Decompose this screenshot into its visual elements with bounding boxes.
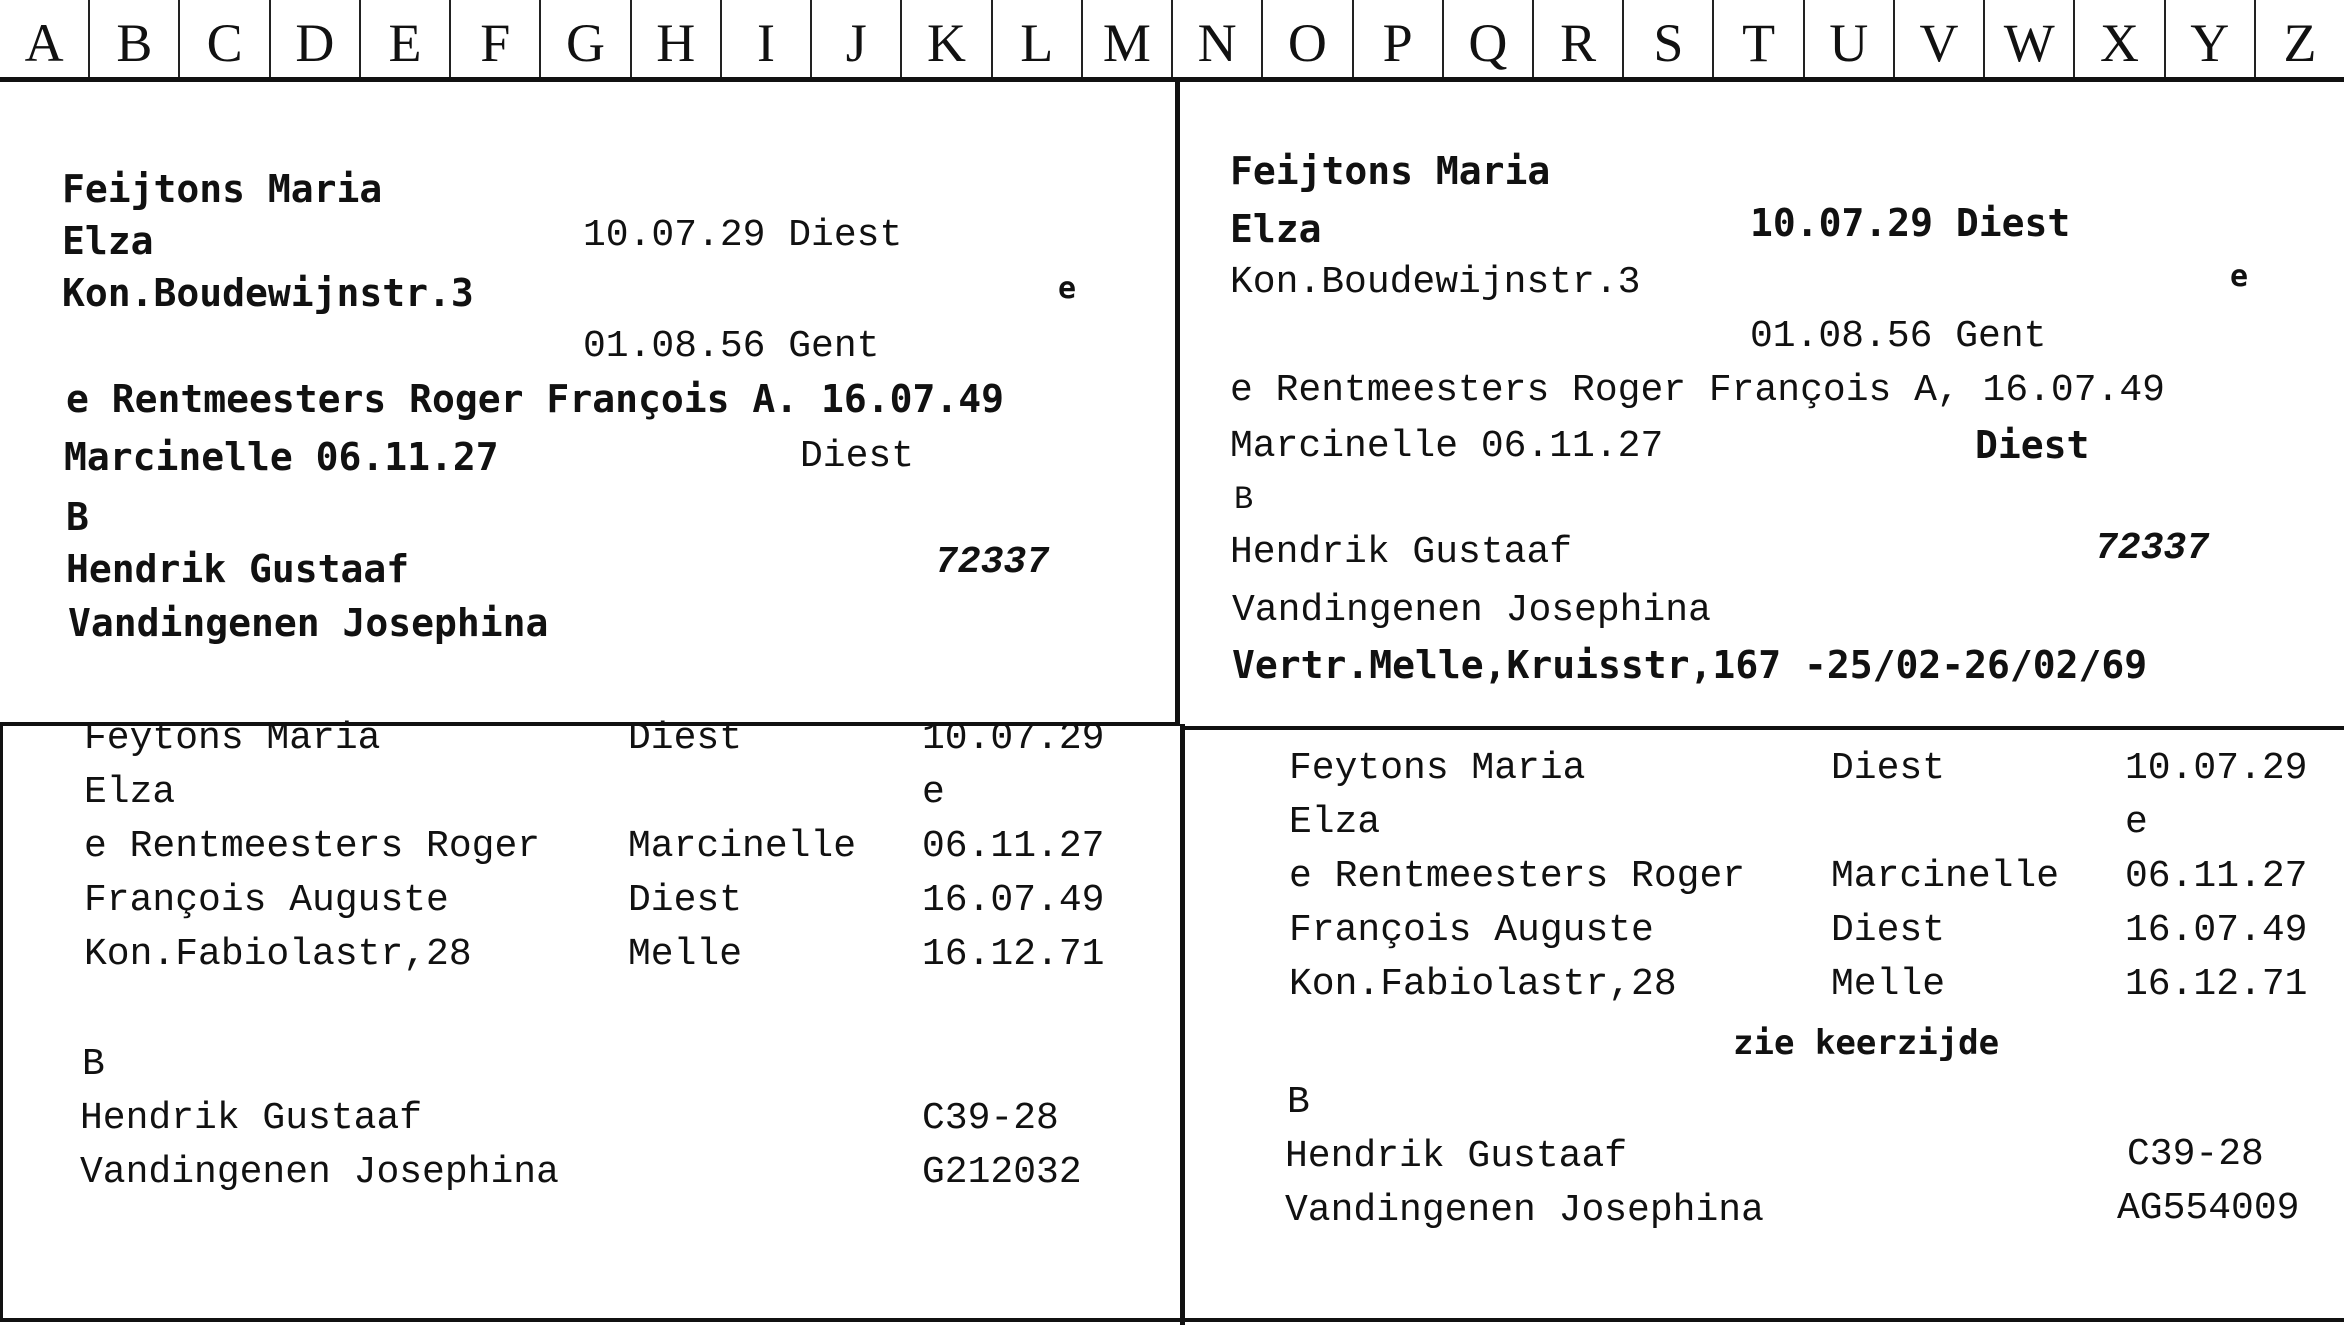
card-b-mark: B xyxy=(1234,481,1254,518)
card-mother-name: Vandingenen Josephina xyxy=(80,1151,559,1194)
bottom-edge xyxy=(0,1318,2344,1322)
record-cell-c1: e Rentmeesters Roger xyxy=(1289,855,1746,898)
card-number: 72337 xyxy=(935,541,1050,584)
card-marriage-date-place: 01.08.56 Gent xyxy=(1750,315,2047,358)
card-father-name: Hendrik Gustaaf xyxy=(66,547,410,591)
alphabet-letter-w: W xyxy=(1985,0,2075,77)
record-cell-c3: 06.11.27 xyxy=(2125,855,2308,898)
record-cell-c2: Marcinelle xyxy=(1831,855,2060,898)
alphabet-letter-k: K xyxy=(902,0,992,77)
record-cell-c1: Feytons Maria xyxy=(1289,747,1586,790)
card-spouse-line: e Rentmeesters Roger François A. 16.07.49 xyxy=(66,377,1004,421)
record-cell-c1: e Rentmeesters Roger xyxy=(84,825,541,868)
card-place-right: Diest xyxy=(1975,423,2090,467)
card-top-left xyxy=(0,82,1175,722)
card-father-name: Hendrik Gustaaf xyxy=(1285,1135,1628,1178)
alphabet-letter-e: E xyxy=(361,0,451,77)
alphabet-letter-i: I xyxy=(722,0,812,77)
card-spouse-birth: Marcinelle 06.11.27 xyxy=(1230,425,1664,468)
record-cell-c2: Diest xyxy=(628,717,743,760)
alphabet-letter-c: C xyxy=(180,0,270,77)
alphabet-letter-v: V xyxy=(1895,0,1985,77)
alphabet-letter-o: O xyxy=(1263,0,1353,77)
alphabet-letter-y: Y xyxy=(2166,0,2256,77)
record-cell-c2: Diest xyxy=(1831,747,1946,790)
card-mother-name: Vandingenen Josephina xyxy=(68,601,549,645)
record-cell-c2: Marcinelle xyxy=(628,825,857,868)
alphabet-index-strip xyxy=(0,0,2344,82)
card-b-mark: B xyxy=(82,1043,105,1086)
card-first-name: Elza xyxy=(1230,207,1322,251)
record-cell-c1: François Auguste xyxy=(84,879,449,922)
record-cell-c3: 16.07.49 xyxy=(922,879,1105,922)
record-cell-c3: e xyxy=(2125,801,2148,844)
card-mother-code: G212032 xyxy=(922,1151,1082,1194)
alphabet-letter-f: F xyxy=(451,0,541,77)
alphabet-letter-a: A xyxy=(0,0,90,77)
card-name-line: Feijtons Maria xyxy=(62,167,383,211)
alphabet-letter-g: G xyxy=(541,0,631,77)
card-address: Kon.Boudewijnstr.3 xyxy=(1230,261,1641,304)
card-number: 72337 xyxy=(2095,527,2210,570)
card-b-mark: B xyxy=(66,495,89,539)
alphabet-letter-x: X xyxy=(2075,0,2165,77)
card-name-line: Feijtons Maria xyxy=(1230,149,1551,193)
card-place-right: Diest xyxy=(800,435,915,478)
alphabet-letter-q: Q xyxy=(1444,0,1534,77)
alphabet-letter-h: H xyxy=(632,0,722,77)
alphabet-letter-r: R xyxy=(1534,0,1624,77)
record-cell-c2: Melle xyxy=(628,933,743,976)
alphabet-letter-z: Z xyxy=(2283,13,2317,73)
record-cell-c1: François Auguste xyxy=(1289,909,1654,952)
card-spouse-birth: Marcinelle 06.11.27 xyxy=(64,435,499,479)
record-cell-c1: Feytons Maria xyxy=(84,717,381,760)
card-mother-code: AG554009 xyxy=(2117,1187,2300,1230)
record-cell-c3: 10.07.29 xyxy=(2125,747,2308,790)
card-bottom-right xyxy=(1185,730,2344,1318)
card-b-mark: B xyxy=(1287,1081,1310,1124)
record-cell-c2: Diest xyxy=(628,879,743,922)
record-cell-c1: Kon.Fabiolastr,28 xyxy=(1289,963,1677,1006)
card-bottom-left xyxy=(0,717,1180,1318)
card-spouse-line: e Rentmeesters Roger François A, 16.07.49 xyxy=(1230,369,2165,412)
record-cell-c3: 06.11.27 xyxy=(922,825,1105,868)
card-father-name: Hendrik Gustaaf xyxy=(80,1097,423,1140)
record-cell-c3: e xyxy=(922,771,945,814)
card-marriage-date-place: 01.08.56 Gent xyxy=(583,325,880,368)
card-mother-name: Vandingenen Josephina xyxy=(1232,589,1711,632)
record-cell-c3: 10.07.29 xyxy=(922,717,1105,760)
record-cell-c3: 16.12.71 xyxy=(2125,963,2308,1006)
alphabet-letter-n: N xyxy=(1173,0,1263,77)
alphabet-letter-s: S xyxy=(1624,0,1714,77)
alphabet-letter-j: J xyxy=(812,0,902,77)
record-cell-c2: Diest xyxy=(1831,909,1946,952)
alphabet-letter-p: P xyxy=(1354,0,1444,77)
card-address: Kon.Boudewijnstr.3 xyxy=(62,271,474,315)
alphabet-letter-b: B xyxy=(90,0,180,77)
card-mark: e xyxy=(1058,271,1077,306)
alphabet-letter-l: L xyxy=(993,0,1083,77)
card-father-code: C39-28 xyxy=(922,1097,1059,1140)
alphabet-letter-m: M xyxy=(1083,0,1173,77)
record-cell-c1: Elza xyxy=(1289,801,1381,844)
card-mother-name: Vandingenen Josephina xyxy=(1285,1189,1764,1232)
card-residence-note: Vertr.Melle,Kruisstr,167 -25/02-26/02/69 xyxy=(1232,643,2148,687)
card-birth-date-place: 10.07.29 Diest xyxy=(583,214,903,257)
record-cell-c1: Kon.Fabiolastr,28 xyxy=(84,933,472,976)
alphabet-letter-u: U xyxy=(1805,0,1895,77)
card-top-right xyxy=(1180,82,2344,726)
alphabet-letter-t: T xyxy=(1714,0,1804,77)
card-birth-date-place: 10.07.29 Diest xyxy=(1750,201,2071,245)
record-cell-c3: 16.07.49 xyxy=(2125,909,2308,952)
alphabet-letter-d: D xyxy=(271,0,361,77)
card-father-code: C39-28 xyxy=(2127,1133,2264,1176)
record-cell-c1: Elza xyxy=(84,771,176,814)
card-first-name: Elza xyxy=(62,219,154,263)
card-mark: e xyxy=(2230,259,2249,294)
record-cell-c3: 16.12.71 xyxy=(922,933,1105,976)
card-stamp: zie keerzijde xyxy=(1733,1023,2000,1063)
card-father-name: Hendrik Gustaaf xyxy=(1230,531,1573,574)
record-cell-c2: Melle xyxy=(1831,963,1946,1006)
